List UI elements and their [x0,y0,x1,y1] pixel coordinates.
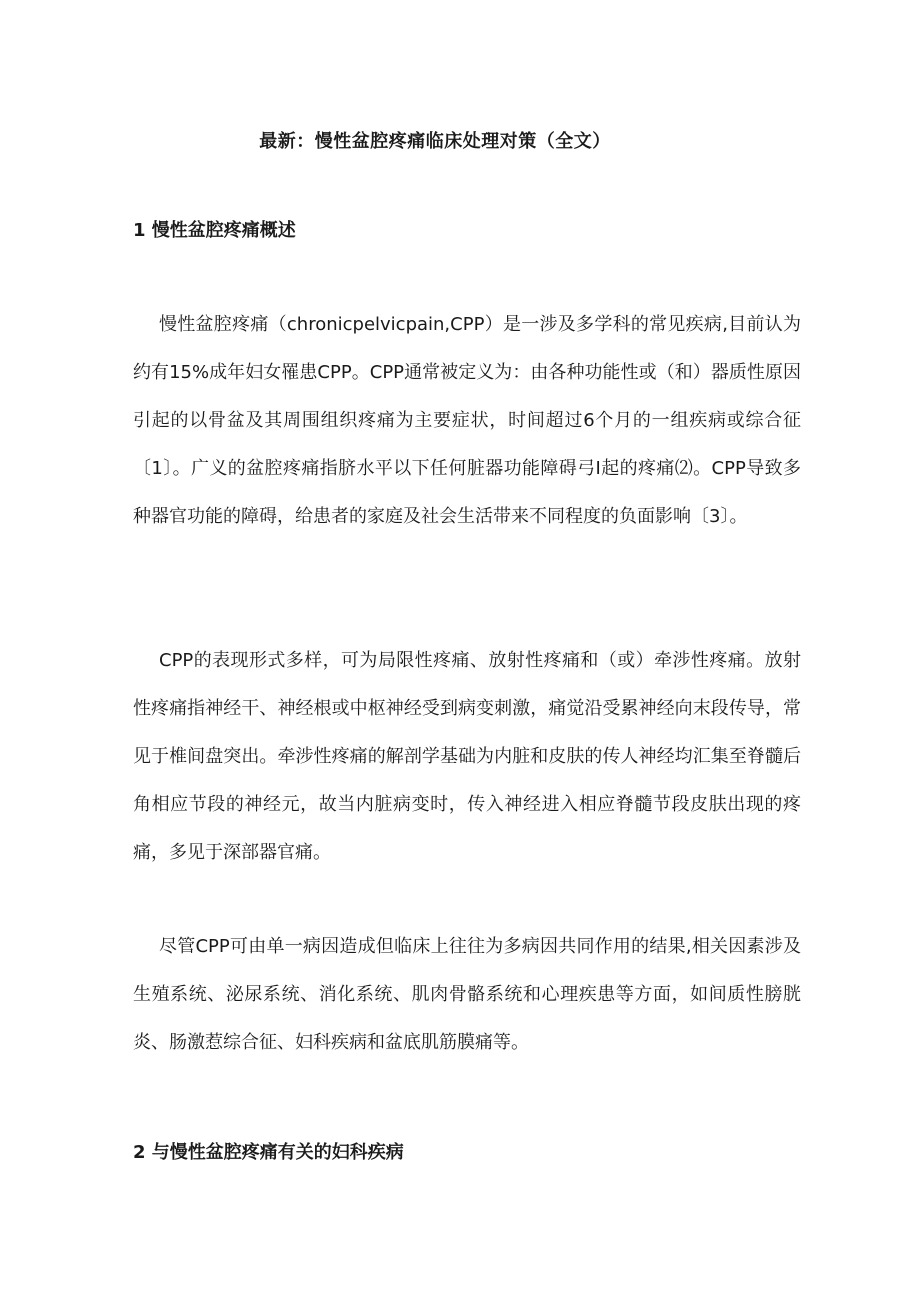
document-title: 最新：慢性盆腔疼痛临床处理对策（全文） [259,131,611,152]
paragraph-pain-types: CPP的表现形式多样，可为局限性疼痛、放射性疼痛和（或）牵涉性疼痛。放射性疼痛指神经干、神经根或中枢神经受到病变刺激，痛觉沿受累神经向末段传导，常见于椎间盘突出。牵涉性疼痛的解剖学基础为内脏和皮肤的传人神经均汇集至脊髓后角相应节段的神经元，故当内脏病变时，传入神经进入相应脊髓节段皮肤出现的疼痛，多见于深部器官痛。 [133,650,801,863]
section-heading-2: 2 与慢性盆腔疼痛有关的妇科疾病 [133,1142,404,1163]
paragraph-overview-definition: 慢性盆腔疼痛（chronicpelvicpain,CPP）是一涉及多学科的常见疾病,目前认为约有15%成年妇女罹患CPP。CPP通常被定义为：由各种功能性或（和）器质性原因引起的以骨盆及其周围组织疼痛为主要症状，时间超过6个月的一组疾病或综合征〔1〕。广义的盆腔疼痛指脐水平以下任何脏器功能障碍弓I起的疼痛⑵。CPP导致多种器官功能的障碍，给患者的家庭及社会生活带来不同程度的负面影响〔3〕。 [133,314,801,527]
paragraph-causes: 尽管CPP可由单一病因造成但临床上往往为多病因共同作用的结果,相关因素涉及生殖系统、泌尿系统、消化系统、肌肉骨骼系统和心理疾患等方面，如间质性膀胱炎、肠激惹综合征、妇科疾病和盆底肌筋膜痛等。 [133,936,801,1053]
section-heading-1: 1 慢性盆腔疼痛概述 [133,220,296,241]
